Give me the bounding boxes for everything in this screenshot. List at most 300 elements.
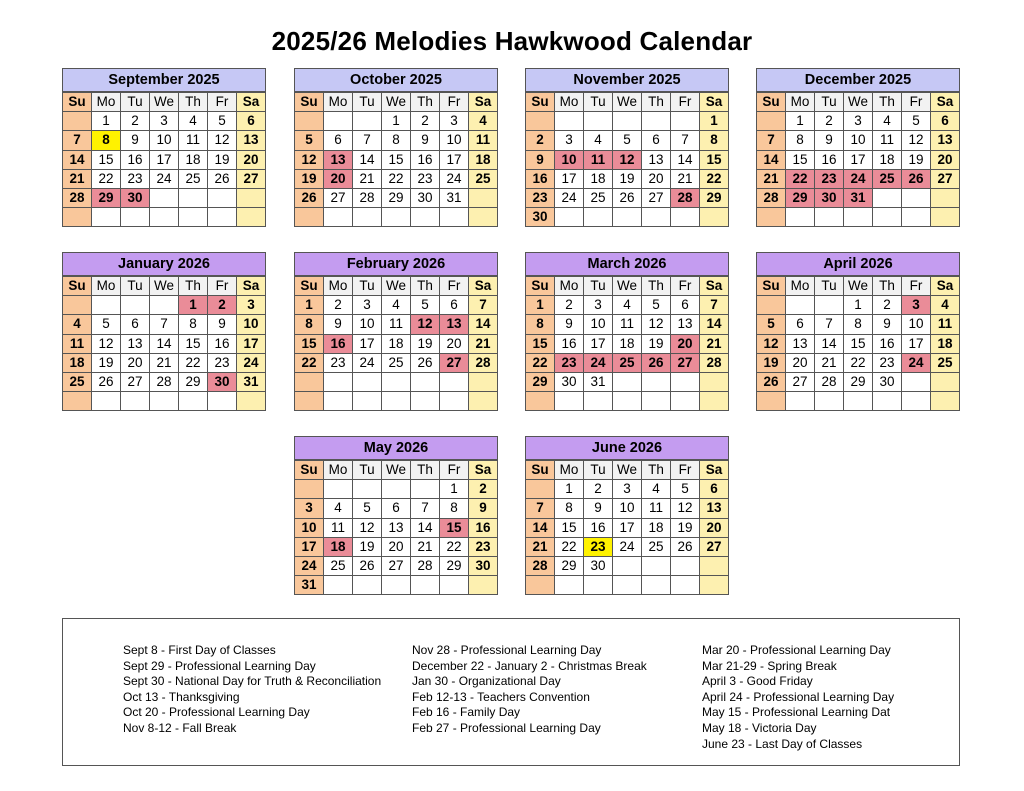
weekday-header: Th	[411, 93, 440, 112]
day-cell: 30	[526, 208, 555, 227]
weekday-header: We	[382, 461, 411, 480]
day-cell: 6	[382, 499, 411, 518]
weekday-header: We	[150, 93, 179, 112]
month-grid	[294, 460, 498, 595]
day-cell: 11	[469, 131, 498, 150]
day-cell: 18	[873, 150, 902, 169]
day-cell: 15	[382, 150, 411, 169]
empty-cell	[63, 392, 92, 411]
legend-item: May 15 - Professional Learning Dat	[702, 705, 891, 720]
day-cell: 5	[642, 296, 671, 315]
day-cell: 25	[324, 556, 353, 575]
day-cell: 24	[353, 353, 382, 372]
month-april-2026	[756, 252, 960, 411]
day-cell: 3	[295, 499, 324, 518]
empty-cell	[642, 112, 671, 131]
weekday-header: Tu	[121, 277, 150, 296]
empty-cell	[324, 480, 353, 499]
day-cell: 8	[700, 131, 729, 150]
weekday-header: Sa	[469, 93, 498, 112]
empty-cell	[700, 372, 729, 391]
day-cell: 18	[179, 150, 208, 169]
day-cell: 18	[324, 537, 353, 556]
day-cell: 28	[526, 556, 555, 575]
day-cell: 9	[324, 315, 353, 334]
day-cell: 24	[295, 556, 324, 575]
day-cell: 15	[526, 334, 555, 353]
month-title: September 2025	[62, 68, 266, 92]
day-cell: 30	[873, 372, 902, 391]
day-cell: 17	[844, 150, 873, 169]
empty-cell	[382, 208, 411, 227]
weekday-header: Th	[411, 277, 440, 296]
day-cell: 9	[121, 131, 150, 150]
legend-item: Mar 20 - Professional Learning Day	[702, 643, 891, 657]
day-cell: 19	[613, 169, 642, 188]
day-cell: 26	[757, 372, 786, 391]
weekday-header: We	[150, 277, 179, 296]
month-title: March 2026	[525, 252, 729, 276]
legend-item: Feb 16 - Family Day	[412, 705, 521, 720]
day-cell: 19	[353, 537, 382, 556]
day-cell: 11	[179, 131, 208, 150]
weekday-header: Fr	[208, 93, 237, 112]
weekday-header: Su	[63, 277, 92, 296]
day-cell: 27	[671, 353, 700, 372]
weekday-header: Th	[411, 461, 440, 480]
day-cell: 24	[902, 353, 931, 372]
day-cell: 20	[121, 353, 150, 372]
empty-cell	[353, 372, 382, 391]
empty-cell	[671, 392, 700, 411]
day-cell: 30	[411, 188, 440, 207]
weekday-header: Tu	[584, 93, 613, 112]
day-cell: 9	[526, 150, 555, 169]
empty-cell	[208, 208, 237, 227]
day-cell: 1	[440, 480, 469, 499]
empty-cell	[237, 392, 266, 411]
month-title: May 2026	[294, 436, 498, 460]
day-cell: 31	[584, 372, 613, 391]
day-cell: 7	[411, 499, 440, 518]
day-cell: 31	[844, 188, 873, 207]
empty-cell	[584, 392, 613, 411]
empty-cell	[700, 556, 729, 575]
empty-cell	[353, 208, 382, 227]
day-cell: 4	[613, 296, 642, 315]
month-title: February 2026	[294, 252, 498, 276]
events-legend	[62, 618, 960, 766]
day-cell: 3	[844, 112, 873, 131]
day-cell: 2	[324, 296, 353, 315]
day-cell: 21	[757, 169, 786, 188]
empty-cell	[526, 112, 555, 131]
day-cell: 3	[440, 112, 469, 131]
day-cell: 28	[469, 353, 498, 372]
weekday-header: Sa	[931, 277, 960, 296]
empty-cell	[411, 392, 440, 411]
day-cell: 2	[815, 112, 844, 131]
month-grid	[756, 276, 960, 411]
weekday-header: Mo	[555, 461, 584, 480]
day-cell: 5	[902, 112, 931, 131]
day-cell: 21	[411, 537, 440, 556]
day-cell: 16	[815, 150, 844, 169]
day-cell: 8	[555, 499, 584, 518]
day-cell: 10	[295, 518, 324, 537]
day-cell: 7	[150, 315, 179, 334]
day-cell: 27	[324, 188, 353, 207]
day-cell: 3	[555, 131, 584, 150]
day-cell: 24	[555, 188, 584, 207]
empty-cell	[208, 392, 237, 411]
day-cell: 5	[208, 112, 237, 131]
day-cell: 2	[873, 296, 902, 315]
day-cell: 14	[700, 315, 729, 334]
weekday-header: Mo	[786, 93, 815, 112]
day-cell: 25	[469, 169, 498, 188]
weekday-header: Sa	[700, 461, 729, 480]
empty-cell	[63, 208, 92, 227]
empty-cell	[324, 576, 353, 595]
month-title: December 2025	[756, 68, 960, 92]
day-cell: 26	[902, 169, 931, 188]
day-cell: 2	[121, 112, 150, 131]
day-cell: 11	[382, 315, 411, 334]
day-cell: 8	[295, 315, 324, 334]
empty-cell	[382, 372, 411, 391]
empty-cell	[844, 392, 873, 411]
day-cell: 23	[873, 353, 902, 372]
empty-cell	[63, 296, 92, 315]
empty-cell	[757, 208, 786, 227]
day-cell: 2	[411, 112, 440, 131]
day-cell: 15	[700, 150, 729, 169]
empty-cell	[555, 576, 584, 595]
month-grid	[756, 92, 960, 227]
weekday-header: Su	[757, 93, 786, 112]
day-cell: 13	[671, 315, 700, 334]
day-cell: 1	[382, 112, 411, 131]
weekday-header: Tu	[815, 93, 844, 112]
day-cell: 3	[237, 296, 266, 315]
weekday-header: Su	[526, 93, 555, 112]
month-grid	[294, 92, 498, 227]
empty-cell	[92, 296, 121, 315]
day-cell: 23	[584, 537, 613, 556]
day-cell: 14	[757, 150, 786, 169]
day-cell: 29	[92, 188, 121, 207]
day-cell: 5	[353, 499, 382, 518]
day-cell: 24	[440, 169, 469, 188]
day-cell: 9	[584, 499, 613, 518]
day-cell: 14	[353, 150, 382, 169]
day-cell: 6	[324, 131, 353, 150]
day-cell: 15	[295, 334, 324, 353]
empty-cell	[295, 392, 324, 411]
legend-item: May 18 - Victoria Day	[702, 720, 817, 735]
empty-cell	[642, 208, 671, 227]
day-cell: 1	[295, 296, 324, 315]
weekday-header: Tu	[353, 277, 382, 296]
empty-cell	[526, 576, 555, 595]
page-title: 2025/26 Melodies Hawkwood Calendar	[271, 26, 753, 56]
day-cell: 20	[642, 169, 671, 188]
weekday-header: Fr	[902, 93, 931, 112]
empty-cell	[295, 372, 324, 391]
empty-cell	[786, 296, 815, 315]
legend-item: Sept 30 - National Day for Truth & Reconciliation	[123, 674, 382, 689]
empty-cell	[382, 392, 411, 411]
weekday-header: Sa	[931, 93, 960, 112]
day-cell: 5	[671, 480, 700, 499]
day-cell: 1	[700, 112, 729, 131]
empty-cell	[121, 392, 150, 411]
empty-cell	[440, 372, 469, 391]
day-cell: 12	[92, 334, 121, 353]
day-cell: 12	[902, 131, 931, 150]
day-cell: 19	[671, 518, 700, 537]
day-cell: 18	[931, 334, 960, 353]
empty-cell	[324, 208, 353, 227]
day-cell: 4	[382, 296, 411, 315]
day-cell: 1	[526, 296, 555, 315]
month-may-2026	[294, 436, 498, 595]
day-cell: 7	[526, 499, 555, 518]
day-cell: 8	[92, 131, 121, 150]
day-cell: 21	[353, 169, 382, 188]
day-cell: 4	[63, 315, 92, 334]
empty-cell	[324, 372, 353, 391]
weekday-header: We	[844, 93, 873, 112]
weekday-header: Tu	[815, 277, 844, 296]
day-cell: 19	[208, 150, 237, 169]
empty-cell	[642, 372, 671, 391]
legend-column-2	[412, 643, 647, 737]
empty-cell	[584, 576, 613, 595]
empty-cell	[179, 188, 208, 207]
day-cell: 27	[237, 169, 266, 188]
empty-cell	[179, 392, 208, 411]
empty-cell	[613, 576, 642, 595]
weekday-header: Mo	[555, 277, 584, 296]
month-march-2026	[525, 252, 729, 411]
day-cell: 31	[440, 188, 469, 207]
day-cell: 23	[324, 353, 353, 372]
legend-item: December 22 - January 2 - Christmas Break	[412, 658, 647, 673]
day-cell: 14	[150, 334, 179, 353]
empty-cell	[671, 112, 700, 131]
day-cell: 16	[526, 169, 555, 188]
day-cell: 24	[150, 169, 179, 188]
day-cell: 21	[150, 353, 179, 372]
empty-cell	[295, 112, 324, 131]
day-cell: 4	[642, 480, 671, 499]
day-cell: 28	[815, 372, 844, 391]
empty-cell	[786, 208, 815, 227]
day-cell: 7	[671, 131, 700, 150]
empty-cell	[613, 208, 642, 227]
empty-cell	[931, 392, 960, 411]
month-grid	[294, 276, 498, 411]
day-cell: 20	[786, 353, 815, 372]
day-cell: 30	[555, 372, 584, 391]
day-cell: 5	[613, 131, 642, 150]
weekday-header: Tu	[353, 93, 382, 112]
weekday-header: We	[613, 93, 642, 112]
day-cell: 6	[786, 315, 815, 334]
day-cell: 20	[237, 150, 266, 169]
month-january-2026	[62, 252, 266, 411]
day-cell: 24	[237, 353, 266, 372]
day-cell: 6	[671, 296, 700, 315]
empty-cell	[642, 576, 671, 595]
empty-cell	[902, 392, 931, 411]
day-cell: 3	[353, 296, 382, 315]
weekday-header: Su	[295, 93, 324, 112]
empty-cell	[757, 392, 786, 411]
legend-item: Jan 30 - Organizational Day	[412, 674, 561, 689]
day-cell: 25	[873, 169, 902, 188]
empty-cell	[440, 576, 469, 595]
empty-cell	[295, 208, 324, 227]
weekday-header: Sa	[469, 461, 498, 480]
day-cell: 26	[208, 169, 237, 188]
weekday-header: We	[382, 93, 411, 112]
weekday-header: Mo	[324, 461, 353, 480]
weekday-header: Tu	[584, 277, 613, 296]
day-cell: 20	[671, 334, 700, 353]
empty-cell	[931, 188, 960, 207]
weekday-header: Mo	[92, 277, 121, 296]
day-cell: 10	[440, 131, 469, 150]
day-cell: 28	[700, 353, 729, 372]
day-cell: 22	[844, 353, 873, 372]
empty-cell	[815, 208, 844, 227]
day-cell: 10	[902, 315, 931, 334]
weekday-header: Fr	[440, 93, 469, 112]
day-cell: 8	[179, 315, 208, 334]
empty-cell	[613, 392, 642, 411]
day-cell: 29	[844, 372, 873, 391]
empty-cell	[353, 112, 382, 131]
day-cell: 23	[469, 537, 498, 556]
day-cell: 26	[642, 353, 671, 372]
day-cell: 16	[555, 334, 584, 353]
day-cell: 27	[121, 372, 150, 391]
day-cell: 7	[63, 131, 92, 150]
day-cell: 22	[440, 537, 469, 556]
month-grid	[62, 92, 266, 227]
weekday-header: Sa	[237, 93, 266, 112]
empty-cell	[902, 188, 931, 207]
day-cell: 16	[121, 150, 150, 169]
day-cell: 14	[815, 334, 844, 353]
day-cell: 28	[757, 188, 786, 207]
day-cell: 19	[642, 334, 671, 353]
day-cell: 11	[613, 315, 642, 334]
day-cell: 28	[150, 372, 179, 391]
day-cell: 21	[469, 334, 498, 353]
empty-cell	[237, 208, 266, 227]
day-cell: 3	[150, 112, 179, 131]
empty-cell	[700, 576, 729, 595]
day-cell: 9	[555, 315, 584, 334]
day-cell: 27	[440, 353, 469, 372]
empty-cell	[873, 392, 902, 411]
day-cell: 20	[440, 334, 469, 353]
day-cell: 6	[121, 315, 150, 334]
day-cell: 4	[469, 112, 498, 131]
empty-cell	[757, 112, 786, 131]
month-october-2025	[294, 68, 498, 227]
empty-cell	[902, 372, 931, 391]
day-cell: 13	[700, 499, 729, 518]
month-title: June 2026	[525, 436, 729, 460]
day-cell: 16	[208, 334, 237, 353]
empty-cell	[671, 372, 700, 391]
day-cell: 2	[526, 131, 555, 150]
empty-cell	[382, 480, 411, 499]
day-cell: 16	[411, 150, 440, 169]
empty-cell	[526, 392, 555, 411]
day-cell: 13	[324, 150, 353, 169]
day-cell: 11	[324, 518, 353, 537]
day-cell: 27	[931, 169, 960, 188]
weekday-header: Th	[642, 93, 671, 112]
day-cell: 11	[642, 499, 671, 518]
weekday-header: Th	[179, 277, 208, 296]
weekday-header: Th	[873, 277, 902, 296]
day-cell: 1	[92, 112, 121, 131]
day-cell: 14	[411, 518, 440, 537]
weekday-header: Su	[295, 461, 324, 480]
day-cell: 25	[931, 353, 960, 372]
empty-cell	[584, 208, 613, 227]
day-cell: 30	[584, 556, 613, 575]
weekday-header: Fr	[902, 277, 931, 296]
day-cell: 6	[237, 112, 266, 131]
weekday-header: Sa	[469, 277, 498, 296]
day-cell: 10	[844, 131, 873, 150]
day-cell: 28	[411, 556, 440, 575]
day-cell: 15	[92, 150, 121, 169]
day-cell: 21	[815, 353, 844, 372]
day-cell: 3	[584, 296, 613, 315]
day-cell: 30	[469, 556, 498, 575]
day-cell: 4	[324, 499, 353, 518]
month-december-2025	[756, 68, 960, 227]
empty-cell	[931, 208, 960, 227]
empty-cell	[411, 576, 440, 595]
day-cell: 22	[700, 169, 729, 188]
empty-cell	[584, 112, 613, 131]
day-cell: 17	[584, 334, 613, 353]
day-cell: 13	[237, 131, 266, 150]
day-cell: 26	[353, 556, 382, 575]
day-cell: 18	[63, 353, 92, 372]
day-cell: 1	[179, 296, 208, 315]
legend-item: Sept 29 - Professional Learning Day	[123, 658, 316, 673]
day-cell: 17	[613, 518, 642, 537]
day-cell: 17	[237, 334, 266, 353]
day-cell: 8	[844, 315, 873, 334]
day-cell: 7	[700, 296, 729, 315]
day-cell: 23	[121, 169, 150, 188]
empty-cell	[700, 208, 729, 227]
day-cell: 26	[92, 372, 121, 391]
day-cell: 18	[642, 518, 671, 537]
